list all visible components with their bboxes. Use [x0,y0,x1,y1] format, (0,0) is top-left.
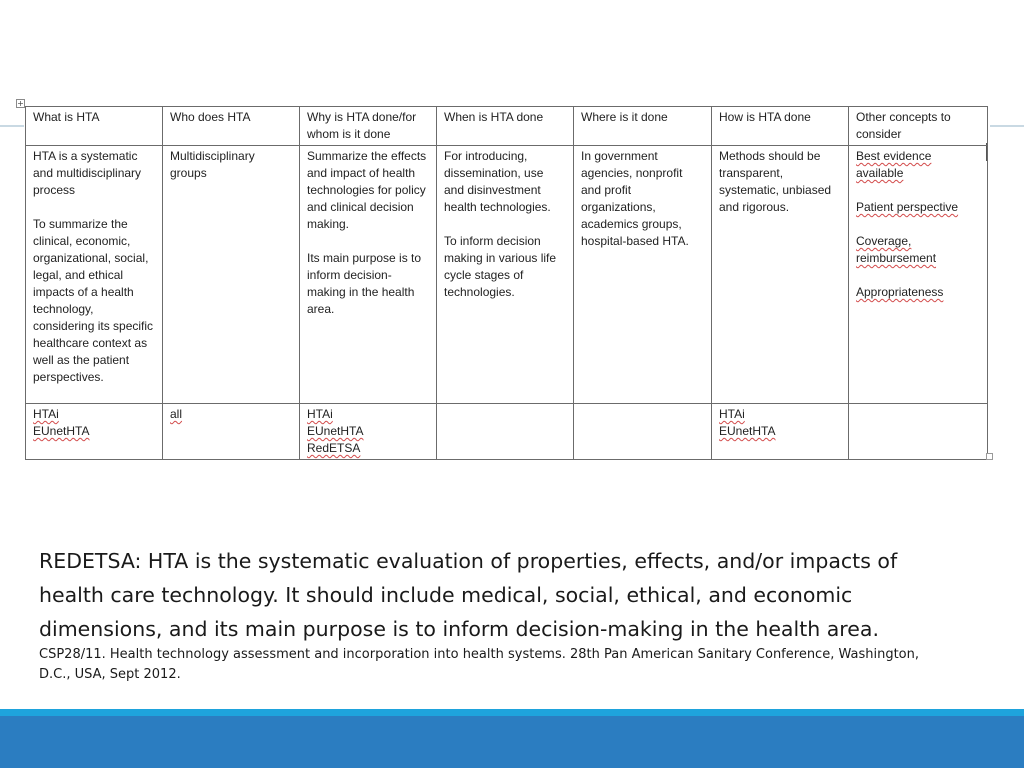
citation: CSP28/11. Health technology assessment and incorporation into health systems. 28th Pan American Sanitary Conference, Washington, D.C., USA, Sept 2012. [39,647,919,682]
table-resize-handle-icon[interactable] [986,453,993,460]
org-redetsa: RedETSA [307,441,361,455]
org-eunethta: EUnetHTA [719,424,776,438]
who-paragraph-1: Multidisciplinary groups [170,149,255,180]
footer-band [0,716,1024,768]
header-how[interactable]: How is HTA done [712,107,849,146]
other-concept-coverage: Coverage, reimbursement [856,234,937,265]
header-what[interactable]: What is HTA [26,107,163,146]
cell-why[interactable] [300,146,437,404]
header-where[interactable]: Where is it done [574,107,712,146]
org-cell-other[interactable] [849,404,988,460]
header-when[interactable]: When is HTA done [437,107,574,146]
redetsa-definition: REDETSA: HTA is the systematic evaluation of properties, effects, and/or impacts of health care technology. It should include medical, social, ethical, and economic dimensions, and its main purpose is to inform decision-making in the health area. [39,549,898,641]
cell-who[interactable] [163,146,300,404]
org-htai: HTAi [33,407,59,421]
how-paragraph-1: Methods should be transparent, systematic, unbiased and rigorous. [719,149,832,214]
org-cell-how[interactable] [712,404,849,460]
cell-where[interactable] [574,146,712,404]
org-cell-when[interactable] [437,404,574,460]
accent-line-right [990,125,1024,127]
header-other[interactable]: Other concepts to consider [849,107,988,146]
table-header-row [26,107,988,146]
when-paragraph-1: For introducing, dissemination, use and disinvestment health technologies. [444,149,551,214]
footer-stripe [0,709,1024,716]
org-eunethta: EUnetHTA [33,424,90,438]
org-all: all [170,407,183,421]
org-htai: HTAi [719,407,745,421]
where-paragraph-1: In government agencies, nonprofit and profit organizations, academics groups, hospital-based HTA. [581,149,689,248]
org-eunethta: EUnetHTA [307,424,364,438]
table-row-organizations [26,404,988,460]
org-cell-why[interactable] [300,404,437,460]
what-paragraph-1: HTA is a systematic and multidisciplinary process [33,149,142,197]
other-concept-appropriateness: Appropriateness [856,285,944,299]
why-paragraph-1: Summarize the effects and impact of health technologies for policy and clinical decision making. [307,149,427,231]
header-why[interactable]: Why is HTA done/for whom is it done [300,107,437,146]
org-htai: HTAi [307,407,333,421]
why-paragraph-2: Its main purpose is to inform decision-making in the health area. [307,251,422,316]
cell-other[interactable] [849,146,988,404]
hta-table [25,106,988,460]
header-who[interactable]: Who does HTA [163,107,300,146]
cell-how[interactable] [712,146,849,404]
table-row-definitions [26,146,988,404]
org-cell-where[interactable] [574,404,712,460]
table-move-handle-icon[interactable]: + [17,99,24,108]
cell-what[interactable] [26,146,163,404]
other-concept-best-evidence: Best evidence available [856,149,932,180]
org-cell-who[interactable] [163,404,300,460]
org-cell-what[interactable] [26,404,163,460]
accent-line-left [0,125,24,127]
when-paragraph-2: To inform decision making in various life cycle stages of technologies. [444,234,557,299]
cell-when[interactable] [437,146,574,404]
what-paragraph-2: To summarize the clinical, economic, organizational, social, legal, and ethical impacts of a health technology, considering its specific healthcare context as well as the patient perspectives. [33,217,154,384]
other-concept-patient-perspective: Patient perspective [856,200,959,214]
